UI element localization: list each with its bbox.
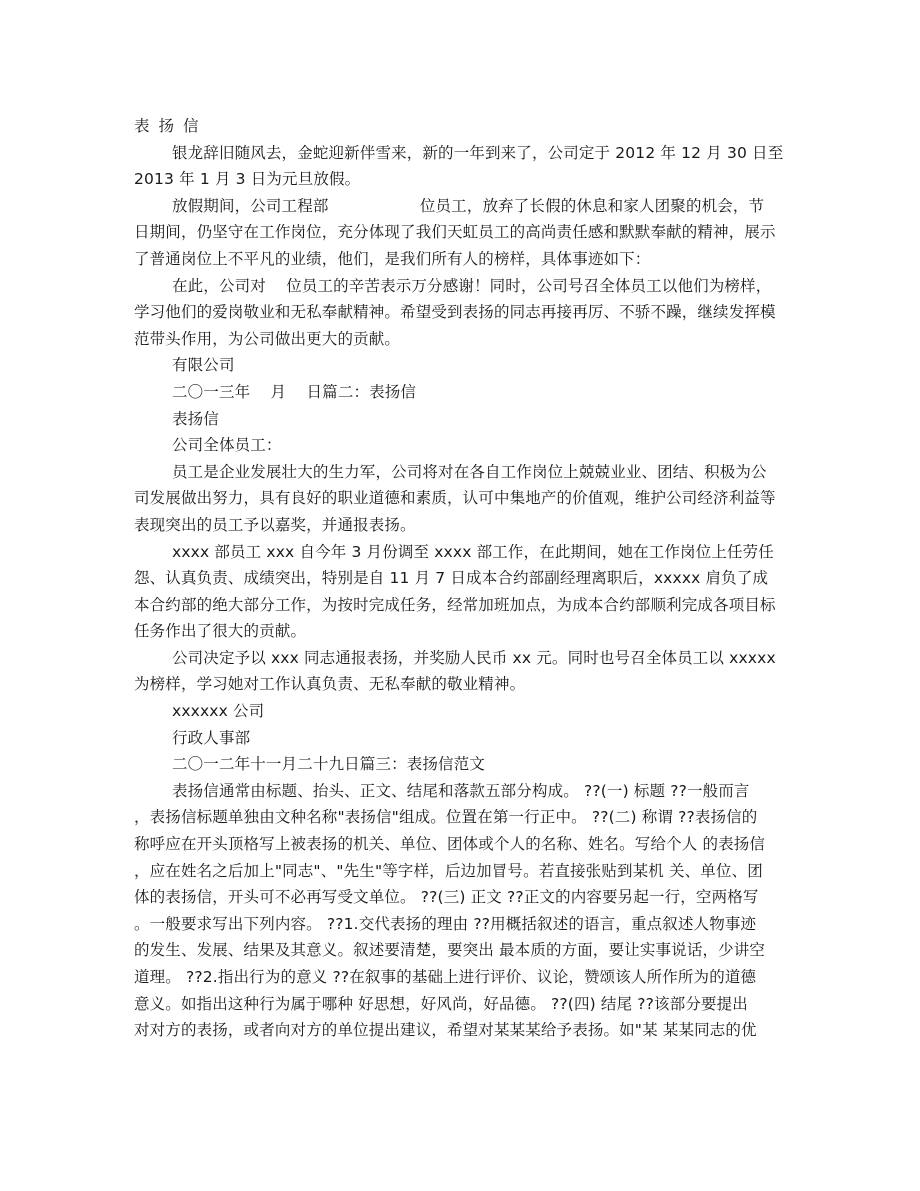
text-line: ，表扬信标题单独由文种名称"表扬信"组成。位置在第一行正中。 ??(二) 称谓 ??表扬信的 xyxy=(134,808,758,827)
text-line: 学习他们的爱岗敬业和无私奉献精神。希望受到表扬的同志再接再厉、不骄不躁，继续发挥模 xyxy=(134,303,776,322)
text-line: 银龙辞旧随风去，金蛇迎新伴雪来，新的一年到来了，公司定于 2012 年 12 月 30 日至 xyxy=(172,143,784,162)
text-line: 怨、认真负责、成绩突出，特别是自 11 月 7 日成本合约部副经理离职后，xxxxx 肩负了成 xyxy=(134,569,769,588)
document-body xyxy=(134,113,784,1044)
text-line: 放假期间，公司工程部 位员工，放弃了长假的休息和家人团聚的机会，节 xyxy=(172,196,765,215)
text-line: xxxx 部员工 xxx 自今年 3 月份调至 xxxx 部工作，在此期间，她在工作岗位上任劳任 xyxy=(172,542,774,561)
text-line: 。一般要求写出下列内容。 ??1.交代表扬的理由 ??用概括叙述的语言，重点叙述人物事迹 xyxy=(134,914,757,933)
text-line: 对对方的表扬，或者向对方的单位提出建议，希望对某某某给予表扬。如"某 某某同志的优 xyxy=(134,1021,757,1040)
text-line: 体的表扬信，开头可不必再写受文单位。 ??(三) 正文 ??正文的内容要另起一行，空两格写 xyxy=(134,888,759,907)
text-line: 称呼应在开头顶格写上被表扬的机关、单位、团体或个人的名称、姓名。写给个人 的表扬信 xyxy=(134,835,766,854)
text-line: 意义。如指出这种行为属于哪种 好思想，好风尚，好品德。 ??(四) 结尾 ??该部分要提出 xyxy=(134,994,748,1013)
text-line: 司发展做出努力，具有良好的职业道德和素质，认可中集地产的价值观，维护公司经济利益等 xyxy=(134,489,776,508)
date-line: 二〇一二年十一月二十九日篇三：表扬信范文 xyxy=(172,755,486,774)
text-line: 本合约部的绝大部分工作，为按时完成任务，经常加班加点，为成本合约部顺利完成各项目标 xyxy=(134,595,776,614)
document-title: 表扬信 xyxy=(134,117,208,135)
salutation: 公司全体员工： xyxy=(172,436,282,455)
text-line: 表现突出的员工予以嘉奖，并通报表扬。 xyxy=(134,515,416,534)
signature-company: xxxxxx 公司 xyxy=(172,702,265,721)
text-line: 表扬信通常由标题、抬头、正文、结尾和落款五部分构成。 ??(一) 标题 ??一般而言 xyxy=(172,781,750,800)
date-line: 二〇一三年 月 日篇二：表扬信 xyxy=(172,382,417,401)
signature-company: 有限公司 xyxy=(172,356,235,375)
text-line: 员工是企业发展壮大的生力军，公司将对在各自工作岗位上兢兢业业、团结、积极为公 xyxy=(172,462,767,481)
text-line: 在此，公司对 位员工的辛苦表示万分感谢！同时，公司号召全体员工以他们为榜样， xyxy=(172,276,772,295)
section-title: 表扬信 xyxy=(172,409,219,428)
text-line: 道理。 ??2.指出行为的意义 ??在叙事的基础上进行评价、议论，赞颂该人所作所为的道德 xyxy=(134,968,757,986)
text-line: 2013 年 1 月 3 日为元旦放假。 xyxy=(134,170,361,189)
signature-department: 行政人事部 xyxy=(172,728,251,747)
text-line: 任务作出了很大的贡献。 xyxy=(134,622,307,641)
text-line: ，应在姓名之后加上"同志"、"先生"等字样，后边加冒号。若直接张贴到某机 关、单位、团 xyxy=(134,861,763,880)
text-line: 了普通岗位上不平凡的业绩，他们，是我们所有人的榜样，具体事迹如下： xyxy=(134,249,651,268)
text-line: 公司决定予以 xxx 同志通报表扬，并奖励人民币 xx 元。同时也号召全体员工以 xxxxx xyxy=(172,648,776,667)
text-line: 的发生、发展、结果及其意义。叙述要清楚，要突出 最本质的方面，要让实事说话，少讲空 xyxy=(134,941,766,960)
text-line: 日期间，仍坚守在工作岗位，充分体现了我们天虹员工的高尚责任感和默默奉献的精神，展示 xyxy=(134,223,776,242)
text-line: 为榜样，学习她对工作认真负责、无私奉献的敬业精神。 xyxy=(134,675,526,694)
text-line: 范带头作用，为公司做出更大的贡献。 xyxy=(134,329,401,348)
